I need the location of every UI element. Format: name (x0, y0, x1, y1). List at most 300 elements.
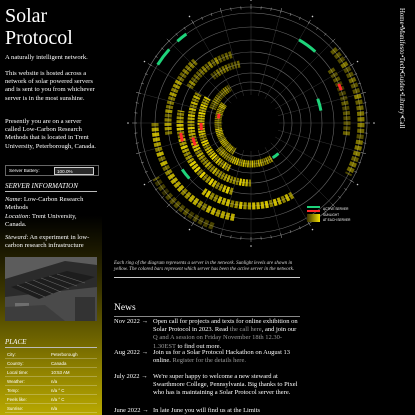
sunlight-segment (219, 59, 221, 60)
sunlight-segment (188, 156, 189, 158)
sunlight-segment (164, 190, 167, 193)
ring-tick (332, 39, 336, 43)
sunlight-segment (264, 161, 265, 162)
active-server-bar (177, 34, 186, 41)
hour-dot (357, 184, 359, 186)
sunlight-segment (360, 135, 361, 139)
server-photo-image (5, 257, 97, 321)
nav-item-tech[interactable]: Tech (398, 56, 405, 71)
sunlight-segment (190, 159, 191, 161)
ring-tick (211, 13, 212, 16)
sunlight-segment (219, 174, 221, 175)
sunlight-segment (357, 95, 358, 99)
sunlight-segment (204, 223, 208, 225)
hour-dot (312, 16, 314, 18)
sunlight-segment (209, 225, 213, 227)
sunlight-segment (226, 202, 229, 203)
news-item-text (153, 407, 300, 415)
sunlight-segment (176, 183, 178, 186)
news-item (114, 373, 300, 398)
sunlight-segment (172, 199, 175, 202)
place-row-key: Local time: (7, 369, 29, 375)
news-date-text: June 2022 (114, 407, 141, 414)
sunlight-segment (231, 149, 232, 150)
sunlight-segment (234, 65, 236, 66)
place-row (5, 350, 97, 359)
sunlight-segment (198, 203, 201, 205)
sunlight-segment (227, 157, 228, 158)
active-server-bar (181, 133, 183, 142)
sunlight-segment (226, 155, 227, 156)
ring-diagram-svg (106, 0, 396, 258)
sunlight-segment (229, 148, 230, 149)
sunlight-segment (233, 151, 234, 152)
arrow-right-icon: → (141, 373, 148, 380)
sunlight-segment (228, 167, 230, 168)
sunlight-segment (356, 151, 357, 155)
sunlight-segment (222, 152, 223, 153)
hour-dot (312, 229, 314, 231)
sunlight-segment (216, 213, 219, 214)
server-steward-label: Steward (5, 234, 27, 241)
sunlight-segment (226, 68, 228, 69)
sunlight-segment (201, 71, 203, 73)
sunlight-segment (343, 63, 345, 67)
ring-tick (141, 83, 144, 84)
active-server-bar (318, 99, 321, 111)
news-link[interactable]: Q and A session on Friday November 18th 12.30- 1.30EST (153, 334, 283, 350)
sunlight-segment (269, 203, 272, 204)
news-item-text (153, 318, 300, 351)
place-row-value: Canada (51, 360, 67, 366)
battery-bar (54, 167, 94, 175)
sunlight-segment (170, 101, 171, 104)
sunlight-segment (210, 152, 211, 154)
ring-tick (361, 153, 366, 154)
ring-tick (271, 235, 272, 238)
nav-item-home[interactable]: Home (398, 8, 405, 25)
sunlight-segment (193, 105, 194, 107)
main-nav (398, 8, 405, 128)
sunlight-segment (203, 138, 204, 140)
legend-sunlight-swatch (307, 214, 320, 222)
sunlight-segment (342, 92, 343, 96)
sunlight-segment (196, 76, 198, 78)
sunlight-segment (225, 177, 227, 178)
server-steward: Steward: An experiment in low-carbon research infrastructure (5, 234, 90, 250)
sunlight-segment (228, 147, 229, 148)
sunlight-segment (346, 106, 347, 110)
sunlight-segment (356, 89, 357, 93)
sunlight-segment (174, 89, 175, 92)
sunlight-segment (194, 217, 198, 219)
sunlight-segment (216, 172, 218, 173)
sunlight-segment (231, 66, 233, 67)
sunlight-segment (229, 67, 231, 68)
sunlight-segment (230, 179, 232, 180)
sunlight-segment (214, 156, 215, 157)
sunlight-segment (214, 104, 215, 105)
sunlight-segment (286, 197, 289, 198)
sunlight-segment (212, 108, 213, 109)
sunlight-segment (210, 181, 212, 183)
sunlight-segment (215, 74, 217, 75)
sunlight-segment (223, 92, 224, 93)
news-item-date (114, 349, 148, 357)
server-location: Location: Trent University, Canada. (5, 213, 77, 229)
sunlight-segment (227, 178, 229, 179)
sunlight-segment (220, 149, 221, 150)
sunlight-segment (274, 202, 277, 203)
news-text: In late June you will find us at the Limits (153, 407, 261, 414)
sunlight-segment (216, 185, 218, 186)
sunlight-segment (202, 174, 204, 176)
sunlight-segment (268, 160, 269, 161)
news-date-text: Nov 2022 (114, 318, 140, 325)
nav-item-guides[interactable]: Guides (398, 72, 405, 92)
sunlight-segment (222, 175, 224, 176)
sunlight-segment (168, 195, 171, 198)
sunlight-segment (156, 138, 157, 142)
sunlight-segment (352, 162, 354, 166)
sunlight-segment (204, 141, 205, 143)
place-heading: PLACE (5, 338, 97, 348)
battery-label: Server Battery: (9, 167, 40, 173)
legend-sunlight-label-1: SUNLIGHT (323, 213, 340, 217)
sunlight-segment (180, 78, 182, 81)
sunlight-segment (222, 107, 223, 108)
sunlight-segment (198, 94, 199, 96)
sunlight-segment (221, 137, 222, 138)
server-name: Name: Low-Carbon Research Methods (5, 196, 84, 212)
news-text: We're super happy to welcome a new steward at Swarthmore College, Pennsylvania. Big thanks to Pixel who has is maintaining a Solar Protocol server there. (153, 373, 298, 397)
legend-active-swatch-2 (307, 210, 320, 212)
arrow-right-icon: → (141, 349, 148, 356)
sunlight-segment (219, 162, 221, 163)
nav-separator: • (398, 114, 405, 117)
sunlight-segment (171, 97, 172, 100)
ring-tick (167, 39, 171, 43)
news-text: to find out more. (175, 342, 222, 350)
hour-dot (373, 122, 375, 124)
sunlight-segment (193, 61, 195, 63)
sunlight-segment (343, 97, 344, 101)
sunlight-segment (211, 195, 214, 197)
sunlight-segment (192, 108, 193, 110)
news-item (114, 349, 300, 365)
news-link[interactable]: Register for the details here. (172, 357, 246, 365)
legend-sunlight-label-2: AT EACH SERVER (323, 218, 351, 222)
server-ring-diagram[interactable] (106, 0, 396, 258)
sunlight-segment (199, 154, 200, 156)
sunlight-segment (233, 180, 235, 181)
sunlight-segment (194, 166, 196, 168)
sunlight-segment (198, 74, 200, 76)
place-row (5, 386, 97, 395)
news-text: , and join our (261, 326, 297, 334)
sunlight-segment (351, 78, 353, 82)
sunlight-segment (217, 98, 218, 99)
sunlight-segment (192, 163, 194, 165)
sunlight-segment (190, 197, 193, 199)
place-row-key: Sunrise: (7, 405, 24, 411)
sunlight-segment (185, 71, 187, 74)
sunlight-segment (207, 193, 210, 195)
sunlight-segment (216, 100, 217, 101)
intro-text: This website is hosted across a network of solar powered servers and is sent to you from whichever server is in the most sunshine. (5, 70, 95, 102)
sunlight-segment (354, 157, 355, 161)
sunlight-segment (185, 149, 186, 152)
sidebar (0, 0, 102, 415)
sunlight-segment (196, 168, 198, 170)
sunlight-segment (179, 187, 182, 190)
hour-dot (250, 0, 252, 1)
sunlight-segment (223, 104, 224, 105)
sunlight-segment (218, 199, 221, 200)
ring-tick (211, 230, 212, 233)
active-server-bar (182, 169, 189, 178)
sunlight-segment (222, 105, 223, 106)
news-heading: News (114, 303, 136, 313)
sunlight-segment (221, 163, 223, 164)
sunlight-segment (176, 85, 177, 88)
hour-dot (357, 61, 359, 63)
sunlight-segment (359, 140, 360, 144)
nav-item-library[interactable]: Library (398, 94, 405, 115)
place-row (5, 404, 97, 413)
place-row-value: 10:53 AM (51, 369, 70, 375)
sunlight-segment (350, 168, 352, 172)
sunlight-segment (194, 102, 195, 104)
sunlight-segment (221, 214, 225, 215)
ring-tick (271, 8, 272, 11)
nav-item-call[interactable]: Call (398, 116, 405, 129)
server-photo (5, 257, 97, 321)
sunlight-segment (209, 150, 210, 152)
sunlight-segment (223, 140, 224, 141)
sunlight-segment (196, 97, 197, 99)
sunlight-segment (157, 143, 158, 147)
news-date-text: Aug 2022 (114, 349, 140, 356)
sunlight-segment (226, 144, 227, 145)
sunlight-segment (331, 69, 333, 72)
diagram-caption: Each ring of the diagram represents a server in the network. Sunlight levels are shown in yellow. The colored bars represent which server has been the active server in the network. (114, 261, 300, 278)
sunlight-segment (204, 105, 205, 107)
place-table (5, 350, 97, 413)
ring-tick (136, 103, 139, 104)
sunlight-segment (207, 98, 208, 100)
sunlight-segment (199, 220, 203, 222)
sunlight-segment (213, 106, 214, 107)
sunlight-segment (205, 161, 207, 163)
ring-tick (363, 143, 366, 144)
sunlight-segment (212, 62, 214, 63)
sunlight-segment (226, 56, 229, 57)
sunlight-segment (213, 183, 215, 184)
current-server-text: Presently you are on a server called Low-Carbon Research Methods that is located in Trent University, Peterborough, Canada. (5, 118, 96, 150)
hour-dot (189, 229, 191, 231)
news-date-text: July 2022 (114, 373, 140, 380)
site-title[interactable] (5, 5, 73, 49)
sunlight-segment (206, 100, 207, 102)
sunlight-segment (228, 88, 229, 89)
sunlight-segment (205, 103, 206, 105)
ring-tick (358, 83, 361, 84)
ring-tick (136, 153, 141, 154)
place-row-key: Temp: (7, 387, 19, 393)
battery-indicator (5, 165, 99, 176)
sunlight-segment (266, 160, 267, 161)
sunlight-segment (217, 72, 219, 73)
sunlight-segment (187, 153, 188, 155)
sunlight-segment (169, 105, 170, 108)
sunlight-segment (158, 181, 160, 185)
nav-separator: • (398, 70, 405, 73)
sunlight-segment (222, 93, 223, 94)
sunlight-segment (219, 97, 220, 98)
ring-tick (220, 233, 221, 238)
sunlight-segment (207, 164, 209, 166)
sunlight-segment (182, 74, 184, 77)
news-item-text (153, 373, 300, 398)
sunlight-segment (235, 161, 236, 162)
sunlight-segment (206, 146, 207, 148)
sunlight-segment (163, 162, 165, 165)
sunlight-segment (203, 159, 204, 161)
sunlight-segment (161, 157, 162, 160)
sunlight-segment (231, 159, 232, 160)
sunlight-segment (184, 146, 185, 149)
sunlight-segment (215, 102, 216, 103)
sunlight-segment (209, 166, 211, 168)
sunlight-segment (197, 148, 198, 150)
sunlight-segment (212, 211, 215, 212)
place-row-key: Weather: (7, 378, 25, 384)
sunlight-segment (204, 176, 206, 178)
sunlight-segment (225, 143, 226, 144)
ring-tick (358, 162, 361, 163)
active-server-bar (299, 40, 315, 52)
hour-dot (250, 245, 252, 247)
sunlight-segment (220, 70, 222, 71)
news-text: Join us for a Solar Protocol Hackathon on August 13 online. (153, 349, 291, 365)
sunlight-segment (198, 151, 199, 153)
server-steward-value: An experiment in low-carbon research infrastructure (5, 234, 90, 250)
news-divider (114, 316, 300, 317)
place-row-value: n/a ° C (51, 387, 65, 393)
sunlight-segment (187, 67, 189, 69)
sunlight-segment (207, 208, 210, 210)
sunlight-segment (236, 181, 238, 182)
sunlight-segment (222, 138, 223, 139)
sunlight-segment (180, 207, 183, 210)
ring-tick (231, 8, 232, 11)
legend-active-swatch (307, 206, 320, 208)
sunlight-segment (226, 190, 229, 191)
place-row-key: Country: (7, 360, 24, 366)
sunlight-segment (282, 199, 285, 200)
nav-separator: • (398, 54, 405, 57)
sunlight-segment (195, 145, 196, 147)
sunlight-segment (209, 64, 211, 66)
sunlight-segment (348, 173, 349, 175)
sunlight-segment (358, 146, 359, 150)
sunlight-segment (212, 76, 214, 77)
sunlight-segment (220, 95, 221, 96)
hour-dot (127, 122, 129, 124)
nav-item-manifesto[interactable]: Manifesto (398, 27, 405, 55)
news-item-date (114, 407, 149, 415)
sunlight-segment (229, 55, 232, 56)
ring-tick (136, 143, 139, 144)
sunlight-segment (168, 171, 170, 174)
sunlight-segment (214, 170, 216, 171)
sunlight-segment (221, 151, 222, 152)
sunlight-segment (224, 154, 225, 155)
sunlight-segment (223, 69, 225, 70)
sunlight-segment (203, 68, 205, 70)
server-name-label: Name (5, 196, 21, 203)
sunlight-segment (226, 166, 228, 167)
sunlight-segment (346, 68, 348, 72)
ring-tick (281, 233, 282, 238)
ring-tick (281, 8, 282, 13)
sunlight-segment (265, 204, 268, 205)
sunlight-segment (161, 186, 163, 189)
sunlight-segment (158, 148, 159, 152)
news-item (114, 318, 300, 351)
sunlight-segment (235, 204, 238, 205)
place-row (5, 377, 97, 386)
site-title-line2: Protocol (5, 27, 73, 49)
place-row-key: Feels like: (7, 396, 27, 402)
news-item (114, 407, 300, 415)
server-location-label: Location (5, 213, 29, 220)
news-link[interactable]: the call here (229, 326, 262, 334)
nav-separator: • (398, 24, 405, 28)
sunlight-segment (176, 203, 179, 206)
active-server-bar (273, 153, 279, 157)
sunlight-segment (189, 214, 193, 216)
sunlight-segment (194, 200, 197, 202)
sunlight-segment (224, 165, 226, 166)
sunlight-segment (194, 79, 196, 81)
place-row-value: n/a (51, 378, 58, 384)
place-row-value: n/a ° C (51, 396, 65, 402)
place-row-key: City: (7, 351, 16, 357)
ring-tick (220, 8, 221, 13)
sunlight-segment (201, 156, 202, 158)
sunlight-segment (207, 179, 209, 181)
sunlight-segment (191, 82, 193, 84)
ring-tick (290, 230, 291, 233)
sunlight-segment (233, 160, 234, 161)
sunlight-segment (190, 85, 191, 87)
sunlight-segment (349, 73, 351, 77)
sunlight-segment (195, 99, 196, 101)
sunlight-segment (170, 175, 172, 178)
sunlight-segment (225, 91, 226, 92)
sunlight-segment (221, 108, 222, 109)
sunlight-segment (211, 168, 213, 169)
sunlight-segment (183, 191, 186, 194)
sunlight-segment (290, 195, 293, 197)
sunlight-segment (222, 201, 225, 202)
ring-tick (167, 204, 171, 208)
hour-dot (144, 184, 146, 186)
arrow-right-icon: → (141, 318, 148, 325)
news-item-text (153, 349, 300, 365)
